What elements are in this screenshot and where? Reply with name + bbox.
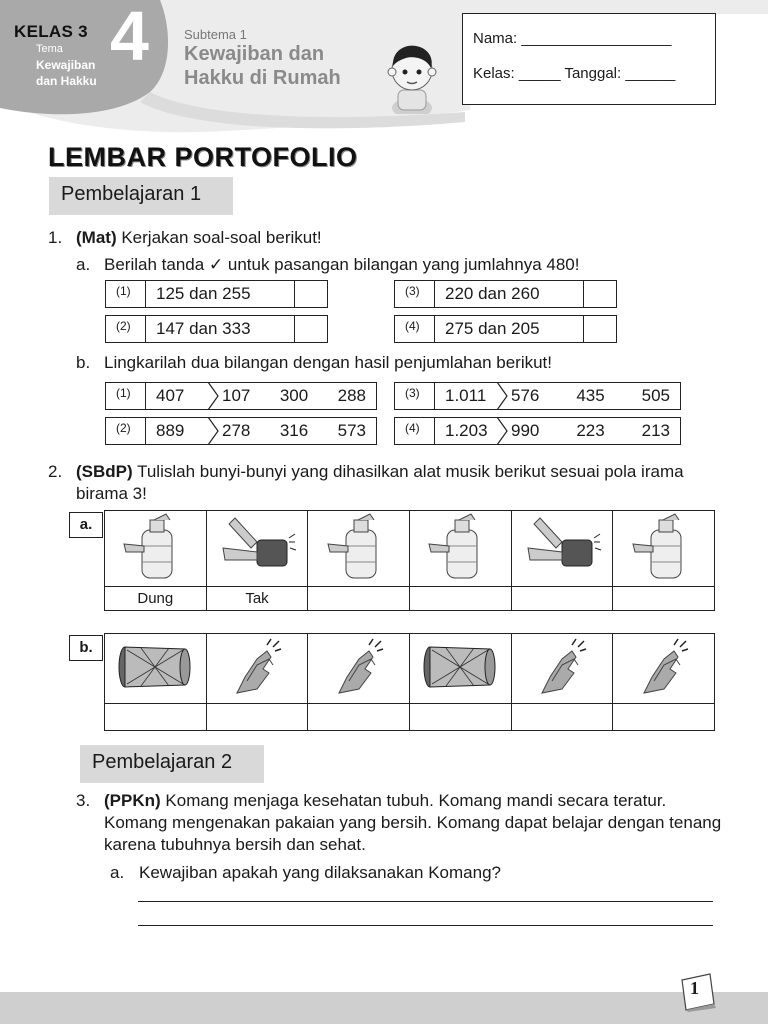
rhythm-table-a xyxy=(104,510,715,611)
chevron-right-icon xyxy=(495,382,509,410)
theme-label: Tema xyxy=(36,43,63,55)
clap-icon xyxy=(206,634,308,704)
part-b-label: b. xyxy=(69,635,103,661)
item-number: (4) xyxy=(395,418,435,444)
question-2-text: Tulislah bunyi-bunyi yang dihasilkan alat musik berikut sesuai pola irama birama 3! xyxy=(76,462,684,503)
water-jug-icon xyxy=(308,511,410,587)
pair-row-3 xyxy=(394,280,617,308)
clap-icon xyxy=(511,634,613,704)
item-number: (1) xyxy=(106,281,146,308)
option-number[interactable]: 435 xyxy=(576,386,605,405)
answer-line[interactable] xyxy=(138,901,713,902)
item-number: (1) xyxy=(106,383,146,409)
water-jug-icon xyxy=(409,511,511,587)
shaker-pipe-icon xyxy=(511,511,613,587)
water-jug-icon xyxy=(105,511,207,587)
question-1-subject: (Mat) xyxy=(76,228,117,247)
item-number: (2) xyxy=(106,418,146,444)
question-2 xyxy=(76,461,726,505)
question-3-number: 3. xyxy=(76,791,91,810)
student-info-box xyxy=(462,13,716,105)
answer-cell[interactable] xyxy=(409,587,511,611)
item-number: (2) xyxy=(106,316,146,343)
item-number: (4) xyxy=(395,316,435,343)
checkbox[interactable] xyxy=(584,316,617,343)
option-number[interactable]: 300 xyxy=(279,386,309,405)
sum-row-3 xyxy=(394,382,681,410)
footer-band xyxy=(0,992,768,1024)
option-number[interactable]: 107 xyxy=(222,386,251,405)
sum-total: 1.011 xyxy=(445,386,487,405)
sum-total: 889 xyxy=(156,421,185,440)
question-3-text: Komang menjaga kesehatan tubuh. Komang mandi secara teratur. Komang mengenakan pakaian yang bersih. Komang dapat belajar dengan tenang karena tubuhnya bersih dan sehat. xyxy=(104,791,722,854)
sum-row-2 xyxy=(105,417,377,445)
question-3a-letter: a. xyxy=(110,863,125,882)
option-number[interactable]: 213 xyxy=(641,421,670,440)
option-number[interactable]: 990 xyxy=(511,421,540,440)
theme-number: 4 xyxy=(110,0,149,75)
checkbox[interactable] xyxy=(295,316,328,343)
pair-text: 275 dan 205 xyxy=(435,316,584,343)
grade-label: KELAS 3 xyxy=(14,22,88,41)
sum-row-4 xyxy=(394,417,681,445)
answer-cell[interactable] xyxy=(308,704,410,731)
answer-cell[interactable] xyxy=(613,704,715,731)
subtheme-name: Kewajiban dan Hakku di Rumah xyxy=(184,43,341,89)
shaker-pipe-icon xyxy=(206,511,308,587)
drum-icon xyxy=(409,634,511,704)
page-title: LEMBAR PORTOFOLIO xyxy=(48,142,358,172)
question-1b-letter: b. xyxy=(76,353,91,372)
answer-cell[interactable] xyxy=(613,587,715,611)
section-heading-1: Pembelajaran 1 xyxy=(49,177,233,215)
sum-total: 1.203 xyxy=(445,421,488,440)
option-number[interactable]: 573 xyxy=(337,421,366,440)
subtheme-label: Subtema 1 xyxy=(184,27,247,42)
clap-icon xyxy=(308,634,410,704)
question-2-subject: (SBdP) xyxy=(76,462,133,481)
section-heading-2: Pembelajaran 2 xyxy=(80,745,264,783)
checkbox[interactable] xyxy=(295,281,328,308)
question-2-number: 2. xyxy=(48,462,63,481)
water-jug-icon xyxy=(613,511,715,587)
answer-cell[interactable] xyxy=(206,704,308,731)
chevron-right-icon xyxy=(495,417,509,445)
pair-text: 147 dan 333 xyxy=(146,316,295,343)
chevron-right-icon xyxy=(206,417,220,445)
option-number[interactable]: 223 xyxy=(576,421,605,440)
answer-cell[interactable]: Dung xyxy=(105,587,207,611)
pair-row-1 xyxy=(105,280,328,308)
pair-row-4 xyxy=(394,315,617,343)
pair-row-2 xyxy=(105,315,328,343)
question-3-subject: (PPKn) xyxy=(104,791,161,810)
answer-cell[interactable] xyxy=(511,587,613,611)
question-3 xyxy=(104,790,724,856)
question-3a-text: Kewajiban apakah yang dilaksanakan Komang? xyxy=(139,863,501,882)
option-number[interactable]: 505 xyxy=(641,386,670,405)
theme-name: Kewajiban dan Hakku xyxy=(36,58,97,88)
answer-cell[interactable]: Tak xyxy=(206,587,308,611)
option-number[interactable]: 288 xyxy=(337,386,366,405)
boy-illustration-icon xyxy=(384,40,440,114)
part-a-label: a. xyxy=(69,512,103,538)
answer-cell[interactable] xyxy=(105,704,207,731)
class-date-field[interactable]: Kelas: _____ Tanggal: ______ xyxy=(473,65,676,82)
option-number[interactable]: 576 xyxy=(511,386,540,405)
pair-text: 220 dan 260 xyxy=(435,281,584,308)
chevron-right-icon xyxy=(206,382,220,410)
question-1a-letter: a. xyxy=(76,255,91,274)
option-number[interactable]: 316 xyxy=(279,421,309,440)
drum-icon xyxy=(105,634,207,704)
question-1a-text: Berilah tanda ✓ untuk pasangan bilangan yang jumlahnya 480! xyxy=(104,255,580,274)
answer-cell[interactable] xyxy=(511,704,613,731)
pair-text: 125 dan 255 xyxy=(146,281,295,308)
rhythm-table-b xyxy=(104,633,715,731)
question-1-number: 1. xyxy=(48,228,63,247)
page-number: 1 xyxy=(690,978,699,998)
option-number[interactable]: 278 xyxy=(222,421,251,440)
answer-cell[interactable] xyxy=(308,587,410,611)
question-1 xyxy=(76,227,322,249)
answer-cell[interactable] xyxy=(409,704,511,731)
name-field[interactable]: Nama: __________________ xyxy=(473,30,672,47)
sum-total: 407 xyxy=(156,386,185,405)
sum-row-1 xyxy=(105,382,377,410)
answer-line[interactable] xyxy=(138,925,713,926)
question-1-text: Kerjakan soal-soal berikut! xyxy=(116,228,322,247)
clap-icon xyxy=(613,634,715,704)
item-number: (3) xyxy=(395,383,435,409)
item-number: (3) xyxy=(395,281,435,308)
question-1b-text: Lingkarilah dua bilangan dengan hasil penjumlahan berikut! xyxy=(104,353,552,372)
checkbox[interactable] xyxy=(584,281,617,308)
